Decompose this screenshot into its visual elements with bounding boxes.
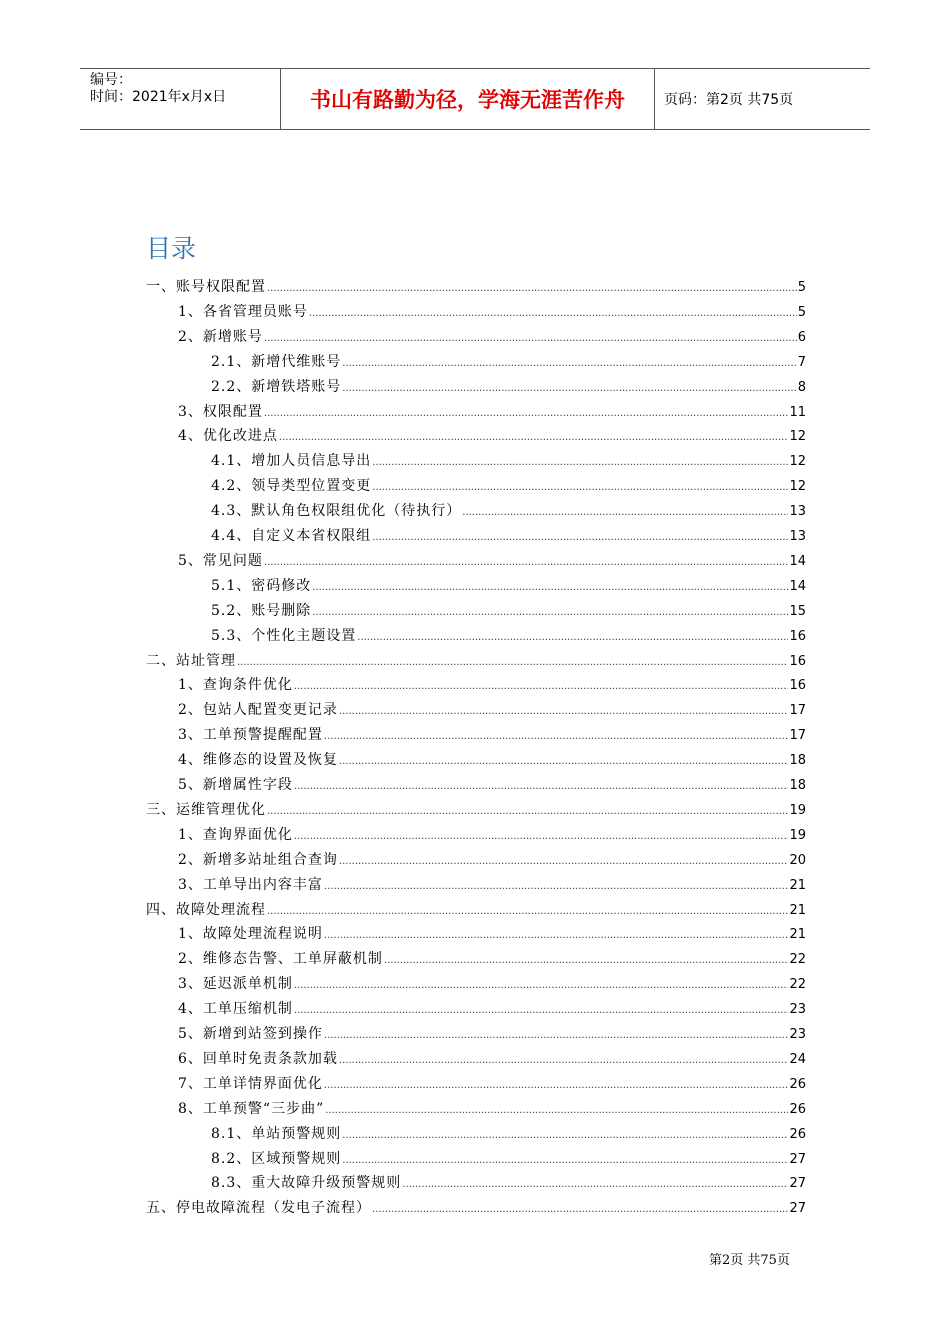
toc-entry[interactable] — [178, 550, 806, 570]
toc-entry[interactable] — [178, 724, 806, 744]
toc-entry[interactable] — [211, 575, 806, 595]
toc-entry[interactable] — [211, 1123, 806, 1143]
toc-dot-leader — [342, 1155, 788, 1166]
toc-entry-page: 6 — [797, 330, 806, 345]
toc-entry[interactable] — [211, 625, 806, 645]
toc-dot-leader — [264, 557, 789, 568]
toc-dot-leader — [339, 1055, 789, 1066]
toc-entry[interactable] — [211, 475, 806, 495]
toc-entry-title: 8.1、单站预警规则 — [211, 1126, 342, 1142]
toc-entry[interactable] — [178, 301, 806, 321]
toc-entry-title: 7、工单详情界面优化 — [178, 1076, 323, 1092]
toc-dot-leader — [294, 781, 789, 792]
toc-entry-title: 1、查询界面优化 — [178, 827, 293, 843]
toc-dot-leader — [324, 1080, 789, 1091]
toc-entry-title: 4、优化改进点 — [178, 428, 278, 444]
toc-entry[interactable] — [146, 276, 806, 296]
toc-dot-leader — [342, 383, 796, 394]
toc-entry-title: 5、新增属性字段 — [178, 777, 293, 793]
toc-dot-leader — [312, 582, 788, 593]
page-footer: 第2页 共75页 — [709, 1253, 790, 1268]
toc-entry-page: 16 — [789, 678, 806, 693]
toc-entry-title: 3、权限配置 — [178, 404, 263, 420]
toc-entry[interactable] — [211, 376, 806, 396]
toc-entry-title: 5.3、个性化主题设置 — [211, 628, 357, 644]
toc-entry-title: 4.1、增加人员信息导出 — [211, 453, 372, 469]
toc-entry-page: 23 — [789, 1027, 806, 1042]
toc-entry-page: 16 — [789, 654, 806, 669]
toc-entry[interactable] — [178, 1048, 806, 1068]
toc-entry-page: 21 — [789, 903, 806, 918]
toc-entry[interactable] — [211, 500, 806, 520]
toc-dot-leader — [309, 308, 797, 319]
toc-entry-page: 27 — [789, 1201, 806, 1216]
toc-dot-leader — [294, 831, 789, 842]
toc-entry-page: 11 — [789, 405, 806, 420]
header-meta — [80, 69, 281, 129]
toc-entry[interactable] — [178, 1023, 806, 1043]
toc-entry-title: 3、工单预警提醒配置 — [178, 727, 323, 743]
toc-entry-title: 4.2、领导类型位置变更 — [211, 478, 372, 494]
toc-entry-title: 2、新增多站址组合查询 — [178, 852, 338, 868]
toc-entry[interactable] — [178, 1098, 806, 1118]
toc-entry[interactable] — [211, 525, 806, 545]
toc-entry[interactable] — [146, 650, 806, 670]
toc-dot-leader — [372, 482, 788, 493]
toc-dot-leader — [342, 1130, 788, 1141]
toc-entry-page: 23 — [789, 1002, 806, 1017]
toc-entry-page: 13 — [789, 529, 806, 544]
toc-dot-leader — [324, 930, 789, 941]
toc-entry-page: 13 — [789, 504, 806, 519]
toc-dot-leader — [342, 358, 796, 369]
toc-entry-page: 14 — [789, 579, 806, 594]
toc-entry[interactable] — [211, 351, 806, 371]
toc-entry-title: 5.1、密码修改 — [211, 578, 312, 594]
toc-dot-leader — [402, 1179, 788, 1190]
header-motto: 书山有路勤为径，学海无涯苦作舟 — [281, 69, 655, 129]
toc-entry-title: 8、工单预警“三步曲” — [178, 1101, 325, 1117]
toc-entry-page: 12 — [789, 429, 806, 444]
toc-dot-leader — [324, 881, 789, 892]
toc-entry-title: 5、常见问题 — [178, 553, 263, 569]
toc-dot-leader — [372, 1204, 788, 1215]
toc-entry-title: 三、运维管理优化 — [146, 802, 266, 818]
toc-entry-page: 21 — [789, 927, 806, 942]
toc-entry[interactable] — [178, 874, 806, 894]
toc-entry-page: 17 — [789, 728, 806, 743]
toc-entry-title: 3、延迟派单机制 — [178, 976, 293, 992]
toc-dot-leader — [294, 980, 789, 991]
toc-entry[interactable] — [178, 923, 806, 943]
toc-entry-page: 5 — [797, 280, 806, 295]
toc-entry-title: 1、查询条件优化 — [178, 677, 293, 693]
page-header — [80, 68, 870, 130]
toc-entry-page: 22 — [789, 952, 806, 967]
toc-dot-leader — [384, 955, 789, 966]
toc-entry-page: 8 — [797, 380, 806, 395]
toc-entry-page: 19 — [789, 803, 806, 818]
header-page-label: 页码：第2页 共75页 — [664, 92, 794, 108]
toc-entry-title: 1、故障处理流程说明 — [178, 926, 323, 942]
toc-entry[interactable] — [178, 774, 806, 794]
toc-entry-page: 18 — [789, 753, 806, 768]
toc-entry[interactable] — [211, 1172, 806, 1192]
toc-entry-title: 3、工单导出内容丰富 — [178, 877, 323, 893]
toc-entry-title: 4、维修态的设置及恢复 — [178, 752, 338, 768]
toc-entry-title: 4.3、默认角色权限组优化（待执行） — [211, 503, 462, 519]
toc-entry-page: 7 — [797, 355, 806, 370]
toc-entry-page: 21 — [789, 878, 806, 893]
toc-entry-title: 2.1、新增代维账号 — [211, 354, 342, 370]
toc-entry[interactable] — [178, 401, 806, 421]
toc-entry-page: 27 — [789, 1176, 806, 1191]
toc-entry-page: 26 — [789, 1077, 806, 1092]
toc-entry[interactable] — [178, 699, 806, 719]
toc-entry-page: 22 — [789, 977, 806, 992]
toc-dot-leader — [339, 706, 789, 717]
toc-entry-page: 26 — [789, 1102, 806, 1117]
toc-entry-title: 五、停电故障流程（发电子流程） — [146, 1200, 371, 1216]
toc-entry-page: 17 — [789, 703, 806, 718]
toc-dot-leader — [372, 532, 788, 543]
toc-dot-leader — [267, 283, 797, 294]
toc-entry-title: 8.2、区域预警规则 — [211, 1151, 342, 1167]
toc-entry-page: 12 — [789, 479, 806, 494]
toc-entry-title: 四、故障处理流程 — [146, 902, 266, 918]
toc-entry[interactable] — [146, 899, 806, 919]
toc-dot-leader — [357, 632, 788, 643]
toc-entry-title: 6、回单时免责条款加载 — [178, 1051, 338, 1067]
toc-dot-leader — [294, 1005, 789, 1016]
toc-entry-title: 4、工单压缩机制 — [178, 1001, 293, 1017]
toc-entry-page: 5 — [797, 305, 806, 320]
toc-entry[interactable] — [146, 799, 806, 819]
toc-entry-page: 26 — [789, 1127, 806, 1142]
header-number-label: 编号： — [90, 72, 132, 88]
toc-dot-leader — [324, 731, 789, 742]
toc-entry[interactable] — [211, 1148, 806, 1168]
toc-entry-page: 12 — [789, 454, 806, 469]
toc-dot-leader — [339, 856, 789, 867]
toc-dot-leader — [325, 1105, 788, 1116]
toc-entry[interactable] — [211, 450, 806, 470]
toc-entry-title: 二、站址管理 — [146, 653, 236, 669]
toc-dot-leader — [267, 806, 788, 817]
toc-entry-title: 2、新增账号 — [178, 329, 263, 345]
toc-entry-page: 20 — [789, 853, 806, 868]
toc-dot-leader — [294, 681, 789, 692]
toc-dot-leader — [267, 906, 788, 917]
toc-entry-title: 一、账号权限配置 — [146, 279, 266, 295]
toc-entry-page: 15 — [789, 604, 806, 619]
toc-entry[interactable] — [211, 600, 806, 620]
toc-dot-leader — [237, 657, 788, 668]
toc-dot-leader — [324, 1030, 789, 1041]
toc-entry[interactable] — [178, 998, 806, 1018]
toc-entry-page: 14 — [789, 554, 806, 569]
header-time-label: 时间：2021年x月x日 — [90, 89, 227, 105]
toc-entry[interactable] — [178, 849, 806, 869]
toc-dot-leader — [264, 333, 797, 344]
toc-dot-leader — [312, 607, 788, 618]
toc-entry-title: 4.4、自定义本省权限组 — [211, 528, 372, 544]
toc-entry-title: 1、各省管理员账号 — [178, 304, 308, 320]
toc-dot-leader — [462, 507, 788, 518]
toc-dot-leader — [339, 756, 789, 767]
toc-entry-page: 19 — [789, 828, 806, 843]
toc-entry[interactable] — [146, 1197, 806, 1217]
toc-entry[interactable] — [178, 948, 806, 968]
toc-entry[interactable] — [178, 326, 806, 346]
toc-entry-page: 18 — [789, 778, 806, 793]
toc-entry-title: 2、维修态告警、工单屏蔽机制 — [178, 951, 383, 967]
toc-dot-leader — [279, 432, 789, 443]
toc-entry[interactable] — [178, 1073, 806, 1093]
toc-title: 目录 — [146, 234, 197, 263]
toc-entry[interactable] — [178, 425, 806, 445]
toc-dot-leader — [264, 408, 789, 419]
toc-entry-title: 2.2、新增铁塔账号 — [211, 379, 342, 395]
toc-entry-page: 16 — [789, 629, 806, 644]
toc-entry[interactable] — [178, 824, 806, 844]
toc-entry-title: 5.2、账号删除 — [211, 603, 312, 619]
toc-entry[interactable] — [178, 674, 806, 694]
toc-entry-title: 8.3、重大故障升级预警规则 — [211, 1175, 402, 1191]
toc-entry-page: 27 — [789, 1152, 806, 1167]
toc-entry-page: 24 — [789, 1052, 806, 1067]
toc-entry-title: 2、包站人配置变更记录 — [178, 702, 338, 718]
toc-entry-title: 5、新增到站签到操作 — [178, 1026, 323, 1042]
toc-entry[interactable] — [178, 749, 806, 769]
toc-entry[interactable] — [178, 973, 806, 993]
toc-dot-leader — [372, 457, 788, 468]
